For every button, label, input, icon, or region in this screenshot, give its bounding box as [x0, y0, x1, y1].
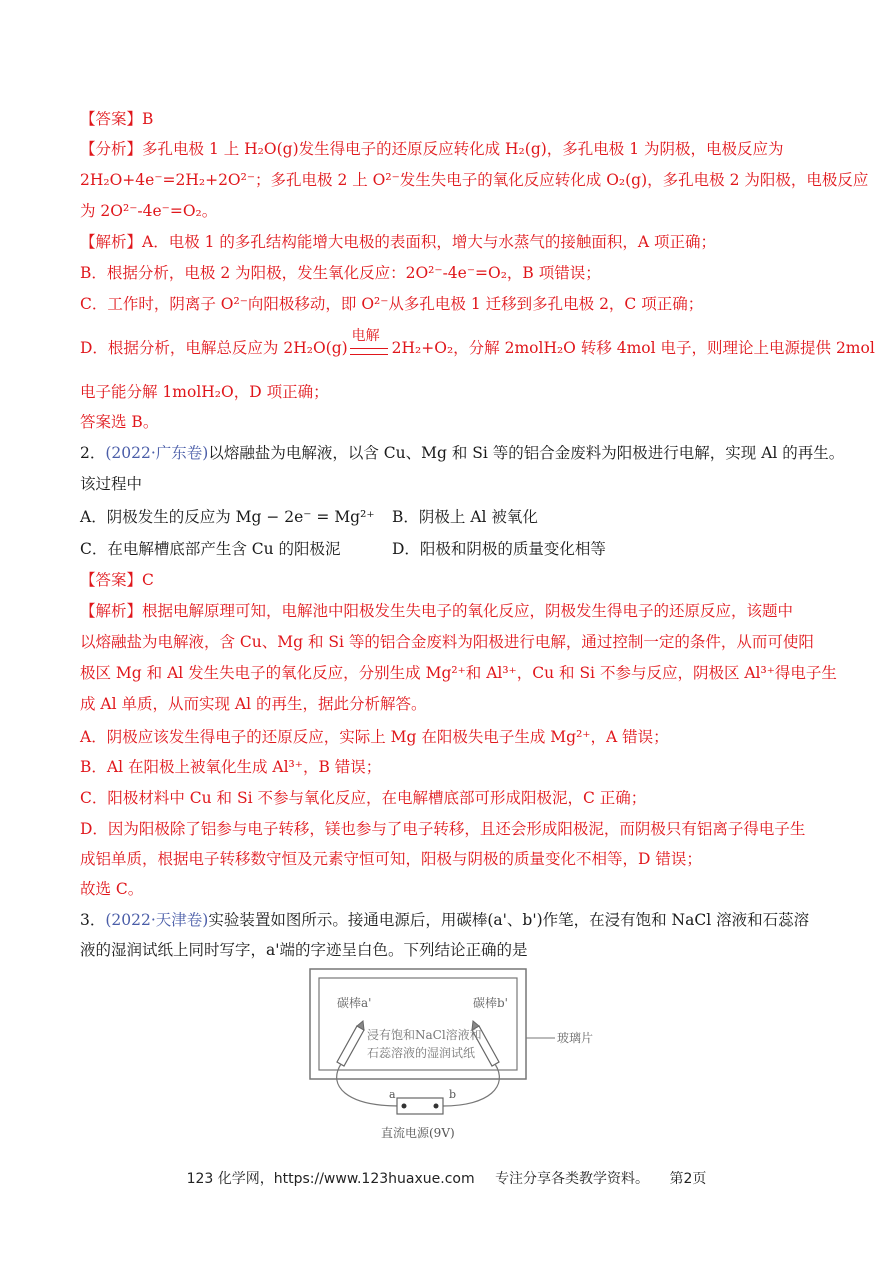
q2-explain-a: A．阴极应该发生得电子的还原反应，实际上 Mg 在阳极失电子生成 Mg²⁺，A 错误； [80, 728, 669, 746]
footer-slogan: 专注分享各类教学资料。 [495, 1171, 650, 1187]
q1-explain-line-b: B．根据分析，电极 2 为阳极，发生氧化反应：2O²⁻-4e⁻=O₂，B 项错误； [80, 264, 601, 282]
answer-value: C [142, 571, 154, 589]
footer-page-number: 第2页 [669, 1171, 707, 1187]
label-rod-a: 碳棒a' [337, 996, 372, 1010]
label-terminal-b: b [449, 1088, 457, 1101]
explain-tag: 【解析】 [80, 602, 143, 620]
q2-stem-line-1 [80, 442, 845, 464]
q2-option-a: A．阴极发生的反应为 Mg − 2e⁻ = Mg²⁺ [80, 508, 375, 526]
q1-explain-line-c: C．工作时，阴离子 O²⁻向阳极移动，即 O²⁻从多孔电极 1 迁移到多孔电极 2，C 项正确； [80, 295, 704, 313]
explain-tag: 【解析】 [80, 233, 143, 251]
explain-d-pre: D．根据分析，电解总反应为 2H₂O(g) [80, 339, 348, 357]
q2-answer-line [80, 569, 820, 591]
q1-explain-line-d2: 电子能分解 1molH₂O，D 项正确； [80, 383, 329, 401]
q3-stem-line-2: 液的湿润试纸上同时写字，a'端的字迹呈白色。下列结论正确的是 [80, 941, 528, 959]
q2-explain-c: C．阳极材料中 Cu 和 Si 不参与氧化反应，在电解槽底部可形成阳极泥，C 正确； [80, 789, 647, 807]
q3-source: (2022·天津卷) [105, 911, 209, 929]
q2-explain-line-3: 极区 Mg 和 Al 发生失电子的氧化反应，分别生成 Mg²⁺和 Al³⁺，Cu 和 Si 不参与反应，阴极区 Al³⁺得电子生 [80, 664, 837, 682]
q2-explain-line-1 [80, 600, 820, 622]
page-footer [0, 1168, 893, 1188]
q2-stem-line-2: 该过程中 [80, 475, 143, 493]
q2-source: (2022·广东卷) [105, 444, 209, 462]
analysis-tag: 【分析】 [80, 140, 143, 158]
q1-analysis-line-1 [80, 138, 820, 160]
footer-site: 123 化学网，https://www.123huaxue.com [186, 1171, 475, 1187]
analysis-text-1: 多孔电极 1 上 H₂O(g)发生得电子的还原反应转化成 H₂(g)，多孔电极 1 为阴极，电极反应为 [142, 140, 784, 158]
q1-conclusion: 答案选 B。 [80, 413, 159, 431]
explain-text-1: 根据电解原理可知，电解池中阳极发生失电子的氧化反应，阴极发生得电子的还原反应，该题中 [142, 602, 794, 620]
q3-stem-text: 实验装置如图所示。接通电源后，用碳棒(a'、b')作笔，在浸有饱和 NaCl 溶液和石蕊溶 [208, 911, 810, 929]
q2-stem-text: 以熔融盐为电解液，以含 Cu、Mg 和 Si 等的铝合金废料为阳极进行电解，实现 Al 的再生。 [208, 444, 845, 462]
q2-options-row-1 [80, 506, 820, 528]
q2-conclusion: 故选 C。 [80, 880, 144, 898]
q2-option-b: B．阴极上 Al 被氧化 [392, 508, 538, 526]
label-terminal-a: a [389, 1088, 396, 1101]
q1-answer-line [80, 108, 820, 130]
q2-explain-d-1: D．因为阳极除了铝参与电子转移，镁也参与了电子转移，且还会形成阳极泥，而阴极只有铝离子得电子生 [80, 820, 806, 838]
q3-number: 3． [80, 911, 106, 929]
q2-number: 2． [80, 444, 106, 462]
q2-option-c: C．在电解槽底部产生含 Cu 的阳极泥 [80, 540, 341, 558]
explain-a: A．电极 1 的多孔结构能增大电极的表面积，增大与水蒸气的接触面积，A 项正确； [142, 233, 717, 251]
terminal-b [434, 1104, 439, 1109]
q2-explain-b: B．Al 在阳极上被氧化生成 Al³⁺，B 错误； [80, 758, 382, 776]
q2-option-d: D．阳极和阴极的质量变化相等 [392, 540, 606, 558]
label-power-supply: 直流电源(9V) [381, 1126, 455, 1140]
q1-analysis-line-2: 2H₂O+4e⁻=2H₂+2O²⁻；多孔电极 2 上 O²⁻发生失电子的氧化反应转化成 O₂(g)，多孔电极 2 为阳极，电极反应 [80, 171, 869, 189]
apparatus-figure [307, 966, 607, 1146]
carbon-rod-a [337, 1021, 364, 1066]
label-paper-2: 石蕊溶液的湿润试纸 [367, 1046, 476, 1060]
q1-analysis-line-3: 为 2O²⁻-4e⁻=O₂。 [80, 202, 218, 220]
answer-tag: 【答案】 [80, 110, 143, 128]
answer-tag: 【答案】 [80, 571, 143, 589]
label-rod-b: 碳棒b' [473, 996, 508, 1010]
explain-d-post: 2H₂+O₂，分解 2molH₂O 转移 4mol 电子，则理论上电源提供 2mol [391, 339, 875, 357]
q2-explain-line-2: 以熔融盐为电解液，含 Cu、Mg 和 Si 等的铝合金废料为阳极进行电解，通过控制一定的条件，从而可使阳 [80, 633, 814, 651]
q1-explain-line-a [80, 231, 820, 253]
equal-sign-bars [350, 348, 388, 355]
electrolysis-condition [348, 328, 392, 359]
q3-stem-line-1 [80, 909, 820, 931]
q2-options-row-2 [80, 538, 820, 560]
q2-explain-d-2: 成铝单质，根据电子转移数守恒及元素守恒可知，阳极与阴极的质量变化不相等，D 错误； [80, 850, 702, 868]
label-glass: 玻璃片 [557, 1031, 594, 1045]
q2-explain-line-4: 成 Al 单质，从而实现 Al 的再生，据此分析解答。 [80, 695, 427, 713]
q1-explain-line-d [80, 328, 875, 359]
terminal-a [402, 1104, 407, 1109]
label-paper-1: 浸有饱和NaCl溶液和 [367, 1028, 482, 1042]
answer-value: B [142, 110, 154, 128]
electrolysis-condition-text: 电解 [351, 328, 380, 344]
